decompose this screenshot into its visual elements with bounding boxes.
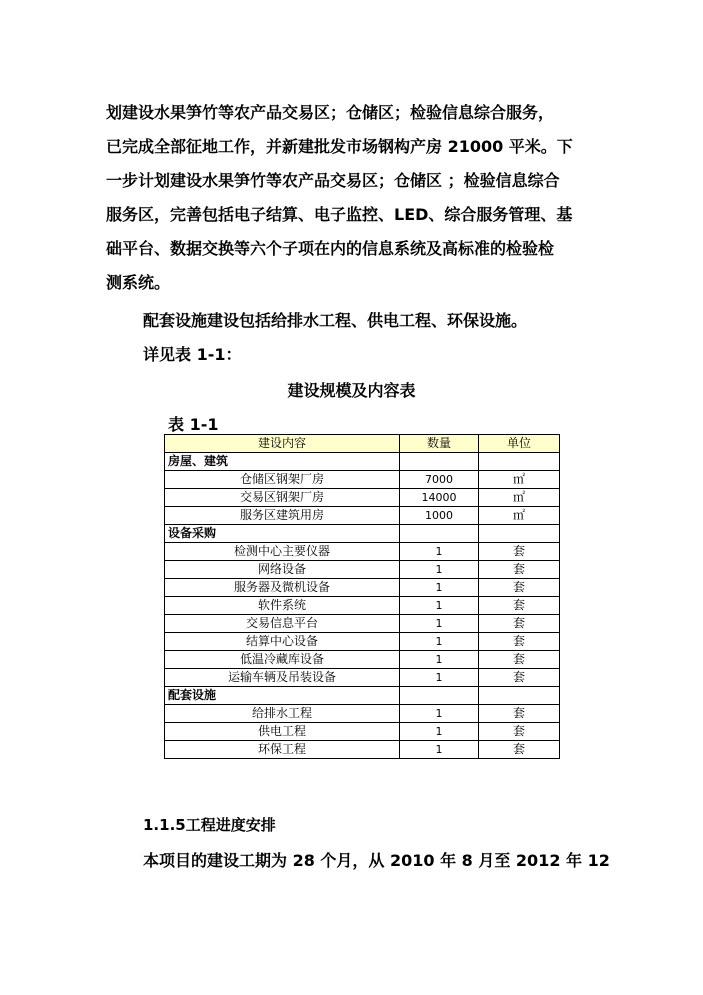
intro-line: 服务区，完善包括电子结算、电子监控、LED、综合服务管理、基 [106, 205, 573, 224]
cell-content: 仓储区钢架厂房 [165, 471, 400, 489]
cell-quantity: 1 [400, 651, 479, 669]
construction-scale-table [164, 434, 560, 759]
table-row [165, 633, 560, 651]
cell-unit: 套 [479, 723, 560, 741]
cell-quantity: 1 [400, 597, 479, 615]
cell-unit: 套 [479, 579, 560, 597]
intro-paragraph [106, 96, 626, 300]
cell-content: 服务区建筑用房 [165, 507, 400, 525]
cell-unit [479, 687, 560, 705]
table-category-row [165, 687, 560, 705]
cell-quantity: 14000 [400, 489, 479, 507]
cell-content: 配套设施 [165, 687, 400, 705]
see-table-text: 详见表 1-1： [143, 345, 242, 364]
table-row [165, 669, 560, 687]
header-unit: 单位 [479, 435, 560, 453]
table-row [165, 651, 560, 669]
header-quantity: 数量 [400, 435, 479, 453]
cell-unit: ㎡ [479, 507, 560, 525]
cell-quantity: 1 [400, 579, 479, 597]
cell-content: 服务器及微机设备 [165, 579, 400, 597]
table-row [165, 561, 560, 579]
cell-unit: 套 [479, 543, 560, 561]
cell-content: 供电工程 [165, 723, 400, 741]
table-header-row [165, 435, 560, 453]
cell-quantity: 1 [400, 561, 479, 579]
cell-content: 网络设备 [165, 561, 400, 579]
intro-line: 一步计划建设水果笋竹等农产品交易区；仓储区 ；检验信息综合 [106, 171, 560, 190]
cell-unit: ㎡ [479, 471, 560, 489]
intro-line: 划建设水果笋竹等农产品交易区；仓储区；检验信息综合服务， [106, 103, 555, 122]
intro-line: 已完成全部征地工作，并新建批发市场钢构产房 21000 平米。下 [106, 137, 573, 156]
cell-content: 结算中心设备 [165, 633, 400, 651]
table-row [165, 489, 560, 507]
section-heading: 1.1.5工程进度安排 [143, 816, 276, 834]
cell-unit: 套 [479, 615, 560, 633]
table-category-row [165, 525, 560, 543]
cell-content: 交易信息平台 [165, 615, 400, 633]
table-row [165, 723, 560, 741]
cell-unit [479, 453, 560, 471]
cell-unit: 套 [479, 561, 560, 579]
cell-quantity: 1 [400, 633, 479, 651]
cell-quantity [400, 525, 479, 543]
cell-unit: 套 [479, 633, 560, 651]
cell-unit: 套 [479, 705, 560, 723]
table-row [165, 471, 560, 489]
cell-quantity: 1 [400, 543, 479, 561]
cell-quantity [400, 687, 479, 705]
table-label: 表 1-1 [168, 415, 219, 434]
intro-line: 础平台、数据交换等六个子项在内的信息系统及高标准的检验检 [106, 239, 555, 258]
cell-quantity: 7000 [400, 471, 479, 489]
cell-unit: 套 [479, 597, 560, 615]
table-row [165, 741, 560, 759]
table-row [165, 579, 560, 597]
cell-content: 运输车辆及吊装设备 [165, 669, 400, 687]
cell-quantity: 1 [400, 741, 479, 759]
cell-quantity: 1 [400, 705, 479, 723]
table-category-row [165, 453, 560, 471]
table-row [165, 597, 560, 615]
cell-quantity [400, 453, 479, 471]
cell-quantity: 1 [400, 615, 479, 633]
cell-quantity: 1000 [400, 507, 479, 525]
schedule-paragraph: 本项目的建设工期为 28 个月，从 2010 年 8 月至 2012 年 12 [143, 851, 610, 870]
cell-unit [479, 525, 560, 543]
cell-content: 低温冷藏库设备 [165, 651, 400, 669]
header-content: 建设内容 [165, 435, 400, 453]
table-caption: 建设规模及内容表 [287, 381, 416, 400]
cell-content: 软件系统 [165, 597, 400, 615]
table-row [165, 705, 560, 723]
cell-content: 给排水工程 [165, 705, 400, 723]
cell-content: 设备采购 [165, 525, 400, 543]
cell-content: 房屋、建筑 [165, 453, 400, 471]
cell-quantity: 1 [400, 669, 479, 687]
cell-content: 检测中心主要仪器 [165, 543, 400, 561]
table-row [165, 507, 560, 525]
cell-content: 环保工程 [165, 741, 400, 759]
cell-unit: 套 [479, 669, 560, 687]
cell-unit: ㎡ [479, 489, 560, 507]
facility-paragraph: 配套设施建设包括给排水工程、供电工程、环保设施。 [143, 311, 528, 330]
cell-unit: 套 [479, 741, 560, 759]
intro-line: 测系统。 [106, 273, 171, 292]
cell-content: 交易区钢架厂房 [165, 489, 400, 507]
cell-quantity: 1 [400, 723, 479, 741]
table-row [165, 615, 560, 633]
table-body [165, 453, 560, 759]
table-row [165, 543, 560, 561]
cell-unit: 套 [479, 651, 560, 669]
